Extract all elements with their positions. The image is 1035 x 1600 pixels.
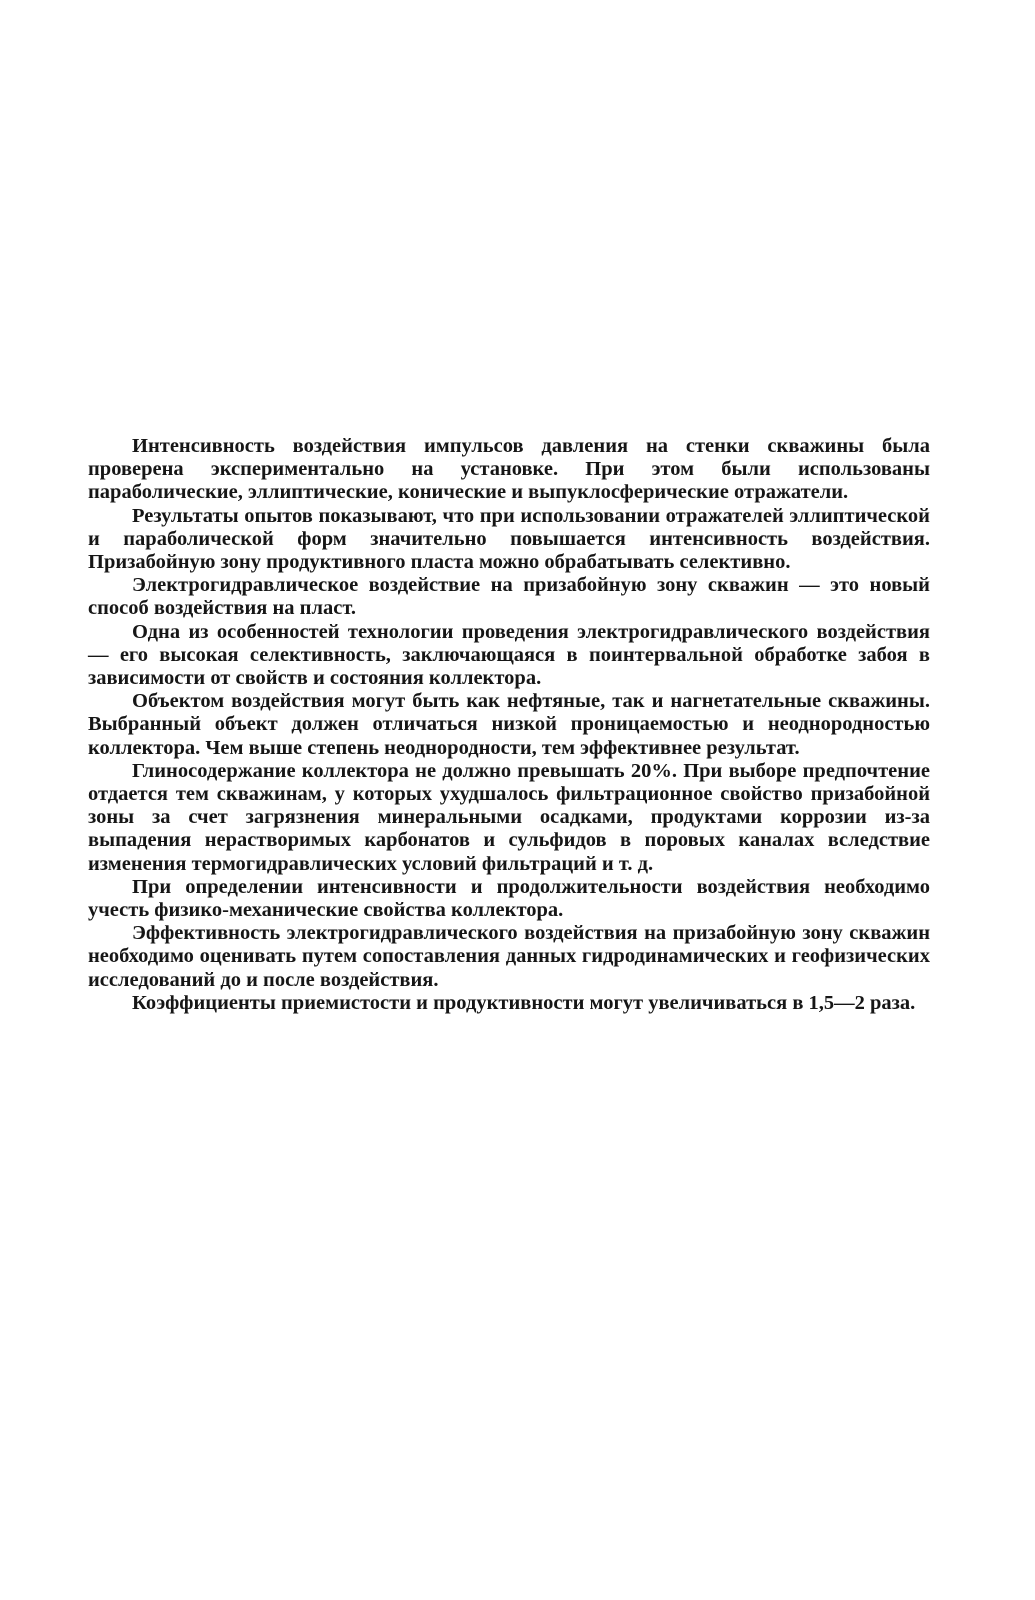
paragraph-1: Интенсивность воздействия импульсов давления на стенки скважины была проверена экспериментально на установке. При этом были использованы параболические, эллиптические, конические и выпуклосферические отражатели.: [88, 435, 930, 504]
body-text: [88, 435, 930, 1015]
paragraph-9: Коэффициенты приемистости и продуктивности могут увеличиваться в 1,5—2 раза.: [132, 991, 916, 1014]
paragraph-2: Результаты опытов показывают, что при использовании отражателей эллиптической и параболической форм значительно повышается интенсивность воздействия. Призабойную зону продуктивного пласта можно обрабатывать селективно.: [88, 504, 930, 574]
paragraph-3: Электрогидравлическое воздействие на призабойную зону скважин — это новый способ воздействия на пласт.: [88, 574, 930, 620]
paragraph-8: Эффективность электрогидравлического воздействия на призабойную зону скважин необходимо оценивать путем сопоставления данных гидродинамических и геофизических исследований до и после воздействия.: [88, 922, 930, 991]
paragraph-5: Объектом воздействия могут быть как нефтяные, так и нагнетательные скважины. Выбранный объект должен отличаться низкой проницаемостью и неоднородностью коллектора. Чем выше степень неоднородности, тем эффективнее результат.: [88, 690, 930, 759]
paragraph-7: При определении интенсивности и продолжительности воздействия необходимо учесть физико-механические свойства коллектора.: [88, 875, 930, 922]
paragraph-4: Одна из особенностей технологии проведения электрогидравлического воздействия — его высокая селективность, заключающаяся в поинтервальной обработке забоя в зависимости от свойств и состояния коллектора.: [88, 620, 930, 690]
paragraph-6: Глиносодержание коллектора не должно превышать 20%. При выборе предпочтение отдается тем скважинам, у которых ухудшалось фильтрационное свойство призабойной зоны за счет загрязнения минеральными осадками, продуктами коррозии из-за выпадения нерастворимых карбонатов и сульфидов в поровых каналах вследствие изменения термогидравлических условий фильтраций и т. д.: [88, 759, 930, 875]
